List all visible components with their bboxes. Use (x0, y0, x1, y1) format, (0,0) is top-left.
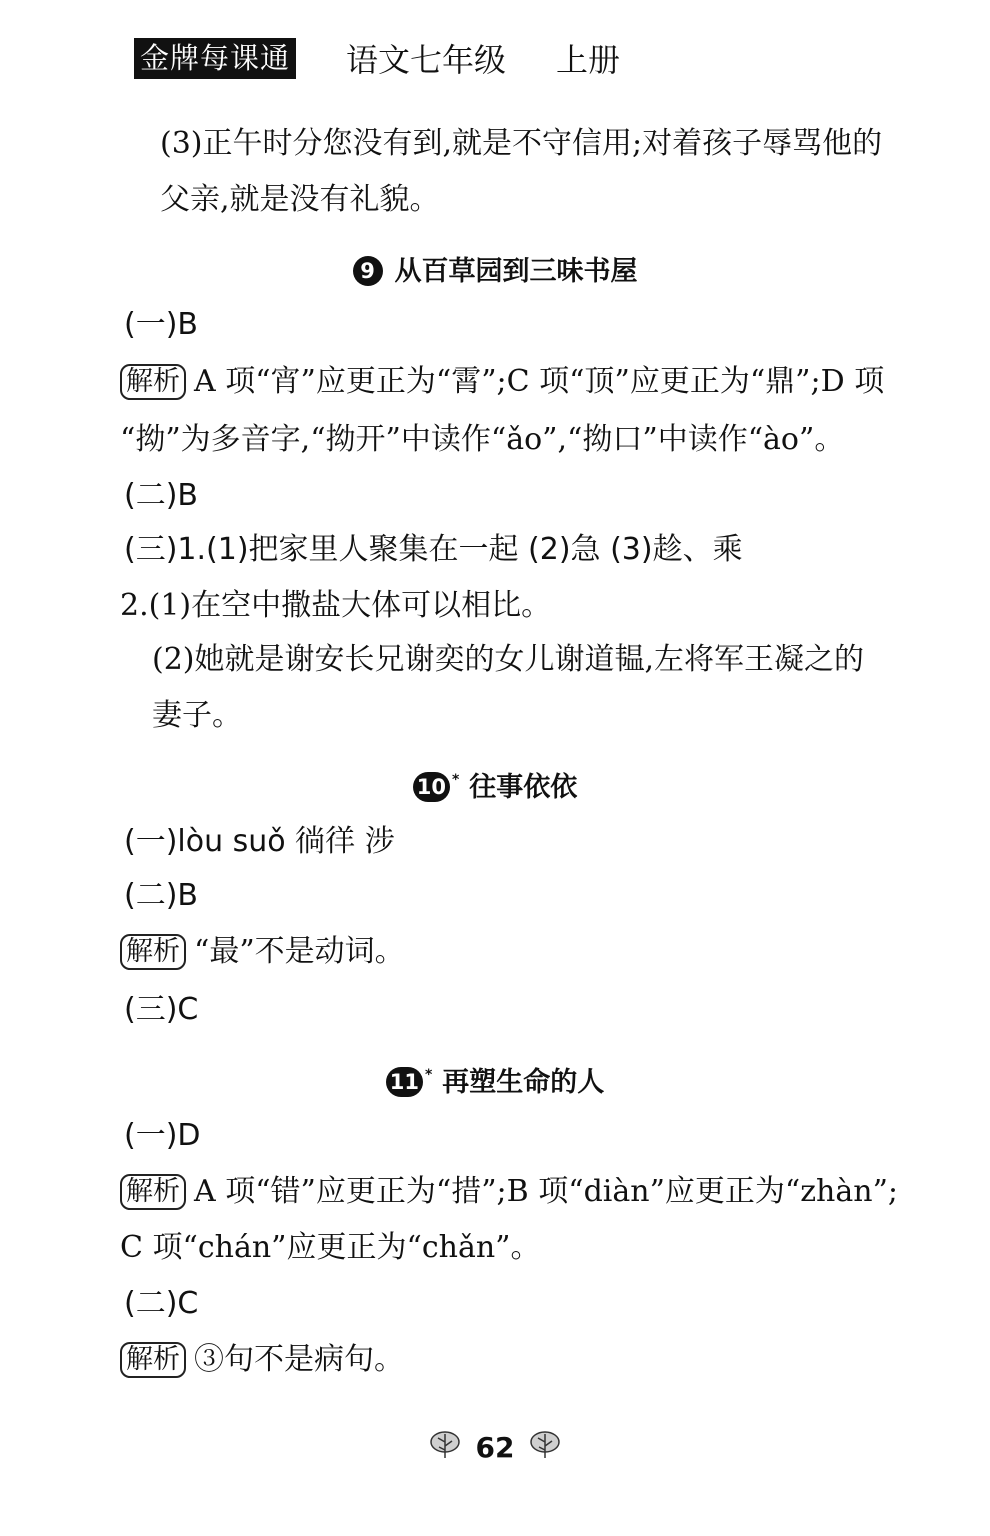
section-star: * (451, 772, 460, 788)
answer-line: (三)1.(1)把家里人聚集在一起 (2)急 (3)趁、乘 (124, 532, 743, 567)
analysis-line (120, 1172, 898, 1212)
answer-line: (二)B (124, 478, 198, 513)
analysis-line: C 项“chán”应更正为“chǎn”。 (120, 1230, 541, 1265)
analysis-line: “拗”为多音字,“拗开”中读作“ǎo”,“拗口”中读作“ào”。 (120, 422, 845, 457)
leaf-ornament-icon (528, 1430, 562, 1464)
section-title-10 (0, 760, 990, 808)
answer-line: (2)她就是谢安长兄谢奕的女儿谢道韫,左将军王凝之的 (152, 642, 865, 677)
section-title-9 (0, 244, 990, 292)
section-name: 从百草园到三味书屋 (394, 256, 638, 287)
analysis-text: ③句不是病句。 (194, 1342, 404, 1377)
answer-line: 2.(1)在空中撒盐大体可以相比。 (120, 588, 552, 623)
analysis-text: “最”不是动词。 (194, 934, 405, 969)
answer-line: (3)正午时分您没有到,就是不守信用;对着孩子辱骂他的 (160, 126, 883, 161)
analysis-label: 解析 (120, 1342, 186, 1378)
answer-line: (二)C (124, 1286, 199, 1321)
answer-line: (一)D (124, 1118, 201, 1153)
page-header (134, 36, 620, 80)
answer-line: (一)lòu suǒ 徜徉 涉 (124, 824, 395, 859)
answer-line: (二)B (124, 878, 198, 913)
analysis-line (120, 362, 884, 402)
volume-label: 上册 (556, 41, 621, 79)
analysis-text: A 项“宵”应更正为“霄”;C 项“顶”应更正为“鼎”;D 项 (194, 364, 885, 399)
section-name: 再塑生命的人 (442, 1067, 605, 1098)
analysis-line (120, 1340, 404, 1380)
answer-line: 父亲,就是没有礼貌。 (160, 182, 440, 217)
section-number-badge: 11 (386, 1067, 423, 1097)
analysis-line (120, 932, 405, 972)
section-star: * (424, 1067, 433, 1083)
brand-label: 金牌每课通 (134, 38, 296, 79)
page-footer (0, 1430, 990, 1464)
analysis-text: A 项“错”应更正为“措”;B 项“diàn”应更正为“zhàn”; (194, 1174, 899, 1209)
subject-label: 语文七年级 (346, 41, 507, 79)
leaf-ornament-icon (428, 1430, 462, 1464)
analysis-label: 解析 (120, 364, 186, 400)
answer-line: (三)C (124, 992, 199, 1027)
answer-line: 妻子。 (152, 698, 242, 733)
section-number-badge: 10 (413, 772, 450, 802)
analysis-label: 解析 (120, 934, 186, 970)
section-number-badge: 9 (353, 256, 383, 286)
answer-line: (一)B (124, 307, 198, 342)
section-name: 往事依依 (469, 772, 578, 803)
page-number: 62 (475, 1430, 515, 1464)
section-title-11 (0, 1055, 990, 1103)
analysis-label: 解析 (120, 1174, 186, 1210)
